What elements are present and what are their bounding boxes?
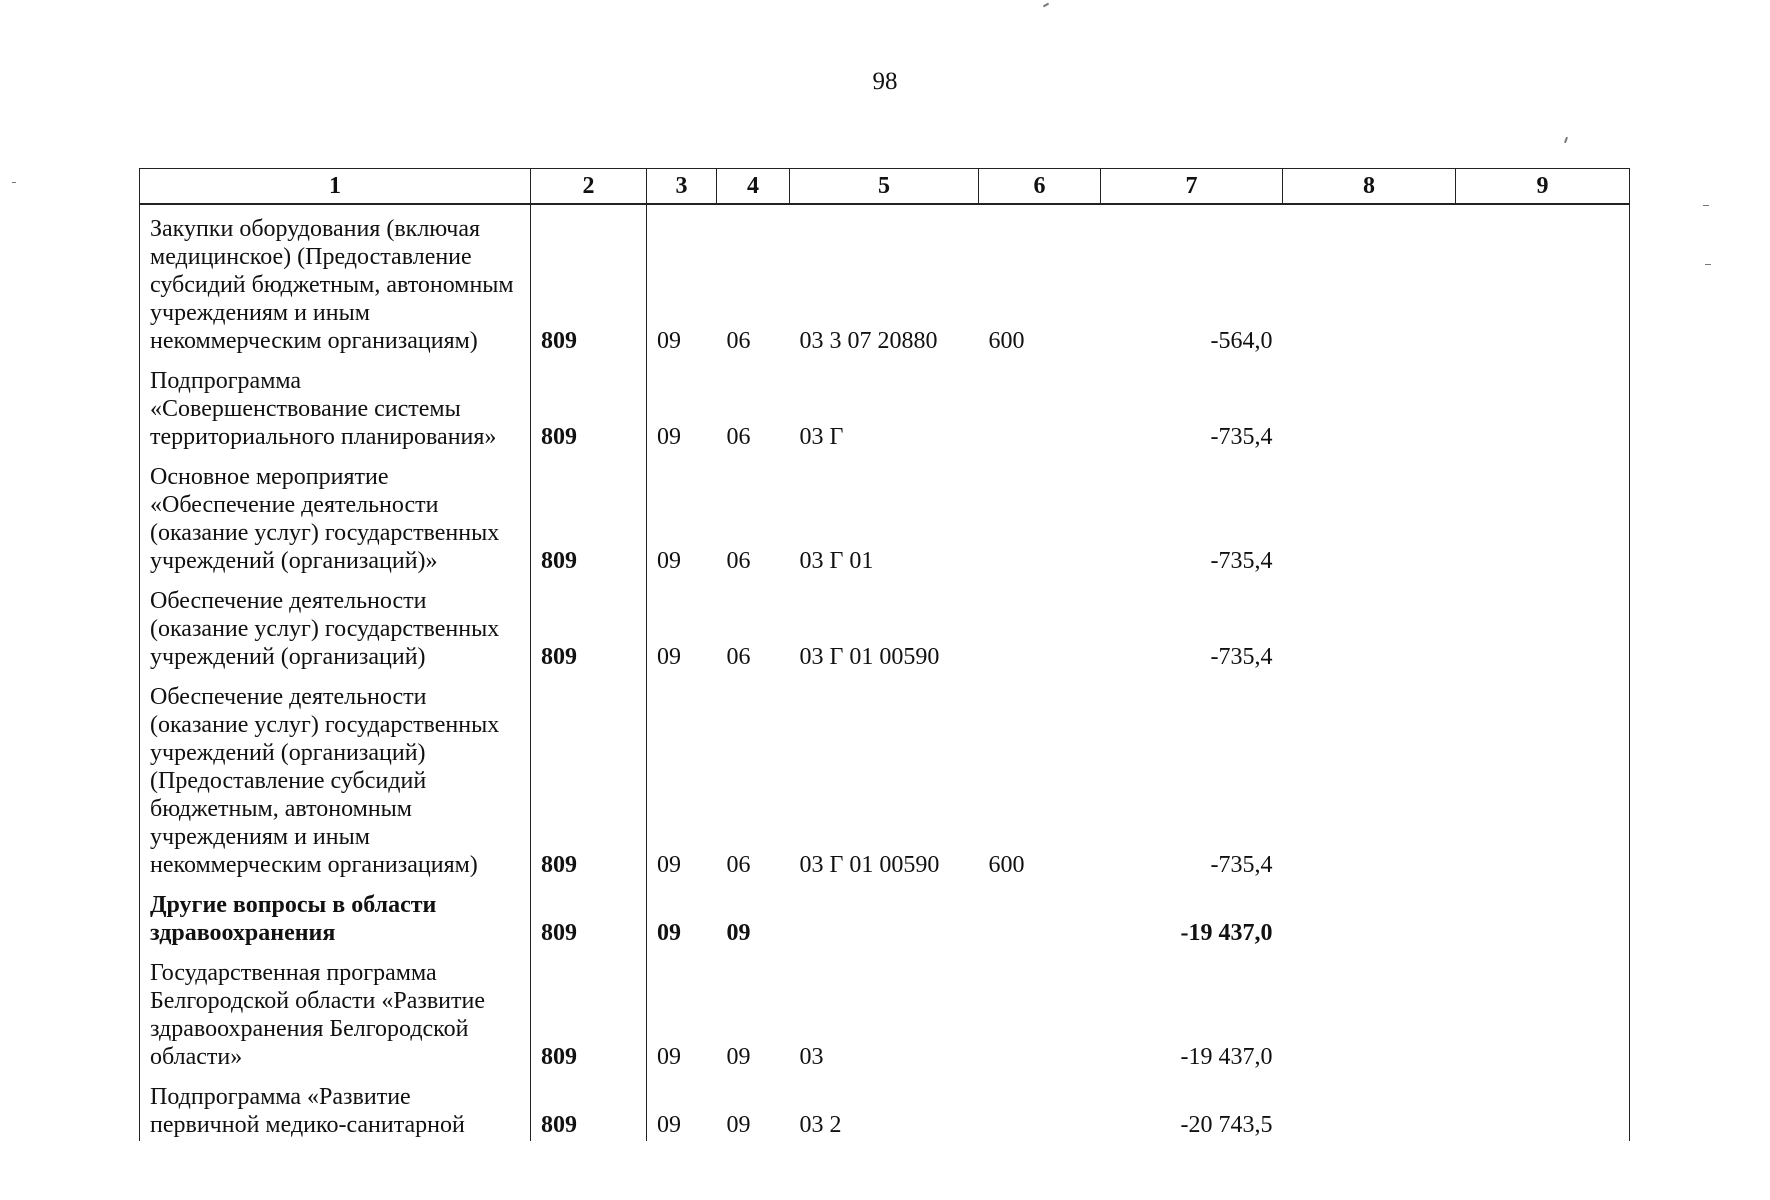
row-description: Другие вопросы в области здравоохранения <box>140 881 531 949</box>
column-header: 4 <box>717 169 790 205</box>
row-description: Закупки оборудования (включая медицинское) (Предоставление субсидий бюджетным, автономным учреждениям и иным некоммерческим организациям) <box>140 204 531 357</box>
row-code-expense-type: 600 <box>988 328 1025 354</box>
row-code-target: 03 Г <box>799 424 844 450</box>
row-code-ministry: 809 <box>531 577 647 673</box>
row-code-subsection: 06 <box>726 644 751 670</box>
row-amount: -735,4 <box>1210 424 1273 450</box>
row-description: Обеспечение деятельности (оказание услуг) государственных учреждений (организаций) <box>140 577 531 673</box>
row-code-subsection: 06 <box>726 852 751 878</box>
row-code-expense-type <box>979 577 1101 673</box>
table-row <box>140 453 1630 577</box>
row-code-ministry: 809 <box>531 1073 647 1141</box>
row-code-section: 09 <box>657 920 681 946</box>
row-code-expense-type <box>979 453 1101 577</box>
row-code-expense-type: 600 <box>988 852 1025 878</box>
row-code-expense-type <box>979 357 1101 453</box>
budget-table <box>139 168 1630 1141</box>
column-header: 3 <box>647 169 717 205</box>
row-description: Подпрограмма «Совершенствование системы территориального планирования» <box>140 357 531 453</box>
header-row <box>140 169 1630 205</box>
row-col-9 <box>1456 673 1630 881</box>
row-code-expense-type <box>979 949 1101 1073</box>
budget-table-container <box>139 168 1629 1138</box>
row-code-ministry: 809 <box>531 453 647 577</box>
column-header: 6 <box>979 169 1101 205</box>
column-header: 9 <box>1456 169 1630 205</box>
scan-speck <box>1705 264 1711 265</box>
row-code-ministry: 809 <box>531 881 647 949</box>
column-header: 7 <box>1101 169 1283 205</box>
table-row <box>140 1073 1630 1141</box>
row-amount: -20 743,5 <box>1180 1112 1273 1138</box>
row-col-8 <box>1283 453 1456 577</box>
row-description: Государственная программа Белгородской области «Развитие здравоохранения Белгородской области» <box>140 949 531 1073</box>
row-col-9 <box>1456 357 1630 453</box>
row-description: Основное мероприятие «Обеспечение деятельности (оказание услуг) государственных учреждений (организаций)» <box>140 453 531 577</box>
row-code-ministry: 809 <box>531 949 647 1073</box>
row-amount: -735,4 <box>1210 644 1273 670</box>
row-code-subsection: 09 <box>726 920 751 946</box>
row-code-section: 09 <box>657 644 681 670</box>
row-code-subsection: 09 <box>726 1112 751 1138</box>
row-code-target: 03 Г 01 00590 <box>799 644 940 670</box>
row-code-subsection: 06 <box>726 548 751 574</box>
row-code-section: 09 <box>657 328 681 354</box>
row-col-9 <box>1456 577 1630 673</box>
row-col-9 <box>1456 453 1630 577</box>
row-code-section: 09 <box>657 852 681 878</box>
row-code-target: 03 2 <box>799 1112 842 1138</box>
scan-speck <box>12 182 16 183</box>
row-col-8 <box>1283 1073 1456 1141</box>
row-code-target: 03 <box>799 1044 824 1070</box>
row-amount: -19 437,0 <box>1180 920 1273 946</box>
row-code-expense-type <box>979 1073 1101 1141</box>
row-col-8 <box>1283 204 1456 357</box>
row-amount: -564,0 <box>1210 328 1273 354</box>
row-description: Подпрограмма «Развитие первичной медико-санитарной <box>140 1073 531 1141</box>
row-amount: -735,4 <box>1210 548 1273 574</box>
row-code-ministry: 809 <box>531 357 647 453</box>
row-code-target <box>790 881 979 949</box>
row-col-9 <box>1456 881 1630 949</box>
row-col-8 <box>1283 577 1456 673</box>
scan-speck <box>1564 137 1568 143</box>
row-col-8 <box>1283 949 1456 1073</box>
table-row <box>140 577 1630 673</box>
row-col-9 <box>1456 949 1630 1073</box>
row-code-target: 03 Г 01 <box>799 548 874 574</box>
row-col-8 <box>1283 881 1456 949</box>
table-row <box>140 673 1630 881</box>
row-code-expense-type <box>979 881 1101 949</box>
table-body <box>140 204 1630 1141</box>
column-header: 5 <box>790 169 979 205</box>
row-code-subsection: 06 <box>726 424 751 450</box>
table-row <box>140 357 1630 453</box>
table-row <box>140 881 1630 949</box>
scan-speck <box>1703 205 1709 206</box>
row-code-section: 09 <box>657 1112 681 1138</box>
table-row <box>140 949 1630 1073</box>
page-number: 98 <box>872 68 898 95</box>
row-col-8 <box>1283 357 1456 453</box>
row-code-target: 03 Г 01 00590 <box>799 852 940 878</box>
row-amount: -735,4 <box>1210 852 1273 878</box>
row-code-subsection: 06 <box>726 328 751 354</box>
row-code-section: 09 <box>657 424 681 450</box>
row-code-section: 09 <box>657 548 681 574</box>
row-col-9 <box>1456 204 1630 357</box>
row-code-ministry: 809 <box>531 673 647 881</box>
row-description: Обеспечение деятельности (оказание услуг) государственных учреждений (организаций) (Предоставление субсидий бюджетным, автономным учреждениям и иным некоммерческим организациям) <box>140 673 531 881</box>
row-code-subsection: 09 <box>726 1044 751 1070</box>
row-amount: -19 437,0 <box>1180 1044 1273 1070</box>
row-code-ministry: 809 <box>531 204 647 357</box>
column-header: 8 <box>1283 169 1456 205</box>
row-code-section: 09 <box>657 1044 681 1070</box>
scan-speck <box>1043 3 1049 8</box>
row-col-8 <box>1283 673 1456 881</box>
column-header: 2 <box>531 169 647 205</box>
row-col-9 <box>1456 1073 1630 1141</box>
column-header: 1 <box>140 169 531 205</box>
table-row <box>140 204 1630 357</box>
row-code-target: 03 3 07 20880 <box>799 328 938 354</box>
